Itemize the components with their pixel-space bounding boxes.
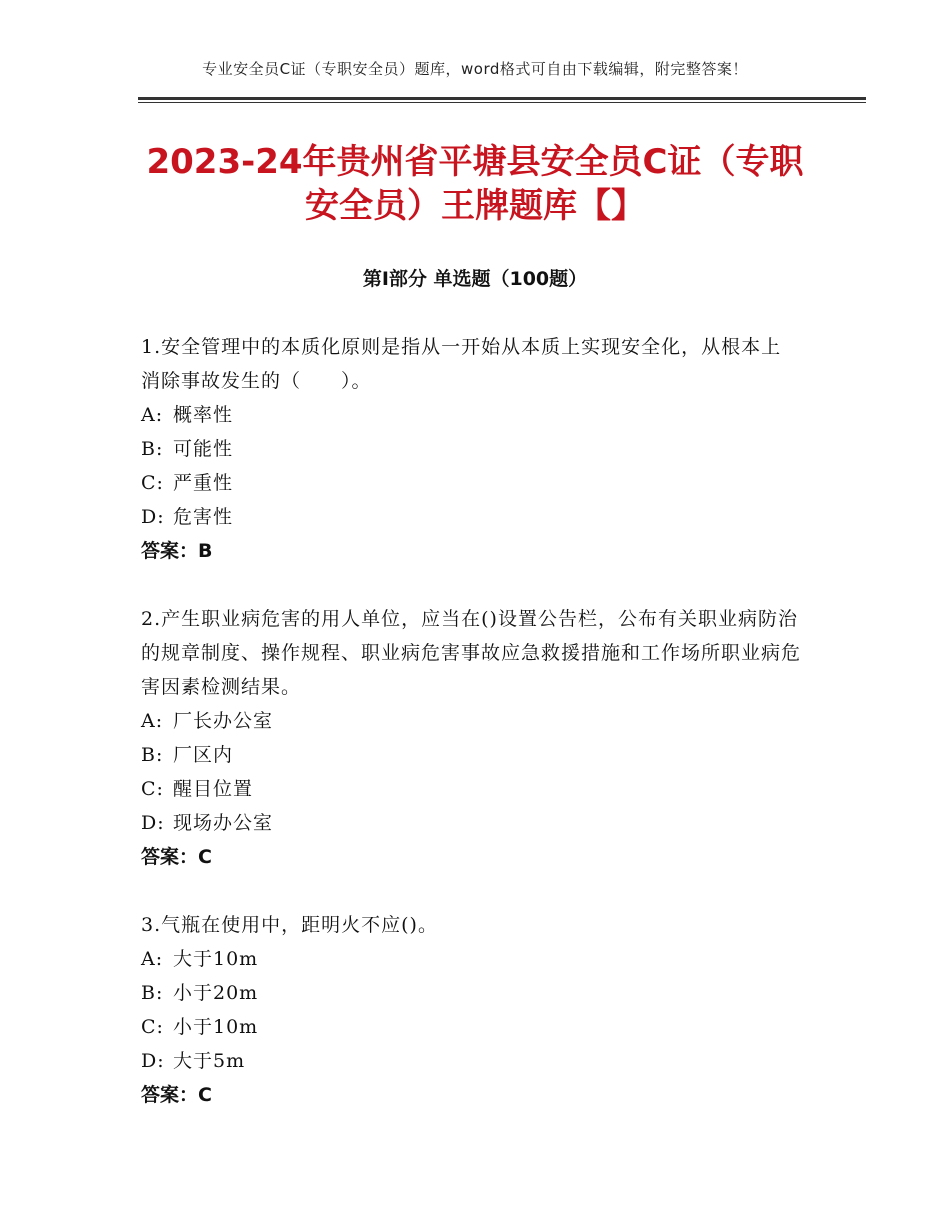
option-text: 大于10m bbox=[173, 948, 259, 970]
option-letter: B: bbox=[141, 438, 164, 460]
option-letter: B: bbox=[141, 744, 164, 766]
option-text: 概率性 bbox=[173, 404, 234, 426]
option-d bbox=[141, 806, 801, 840]
option-b bbox=[141, 738, 801, 772]
option-c bbox=[141, 466, 801, 500]
option-d bbox=[141, 1044, 801, 1078]
header-divider-thin bbox=[138, 102, 866, 103]
option-letter: D: bbox=[141, 812, 165, 834]
question-list bbox=[141, 330, 801, 1146]
question-stem: 3.气瓶在使用中，距明火不应()。 bbox=[141, 914, 438, 936]
option-c bbox=[141, 772, 801, 806]
section-heading: 第Ⅰ部分 单选题（100题） bbox=[362, 268, 588, 290]
option-letter: D: bbox=[141, 1050, 165, 1072]
option-text: 大于5m bbox=[173, 1050, 246, 1072]
option-text: 厂区内 bbox=[173, 744, 234, 766]
option-a bbox=[141, 398, 801, 432]
question-stem: 2.产生职业病危害的用人单位，应当在()设置公告栏，公布有关职业病防治的规章制度、操作规程、职业病危害事故应急救援措施和工作场所职业病危害因素检测结果。 bbox=[141, 608, 802, 698]
answer-line: 答案：B bbox=[141, 540, 213, 562]
answer-line: 答案：C bbox=[141, 1084, 212, 1106]
option-letter: A: bbox=[141, 948, 164, 970]
document-title: 2023-24年贵州省平塘县安全员C证（专职安全员）王牌题库【】 bbox=[146, 142, 804, 226]
question-item bbox=[141, 908, 801, 1112]
option-d bbox=[141, 500, 801, 534]
question-item bbox=[141, 330, 801, 568]
option-text: 可能性 bbox=[173, 438, 234, 460]
option-letter: A: bbox=[141, 404, 164, 426]
option-c bbox=[141, 1010, 801, 1044]
header-note: 专业安全员C证（专职安全员）题库，word格式可自由下载编辑，附完整答案！ bbox=[202, 60, 748, 78]
option-letter: C: bbox=[141, 472, 164, 494]
option-text: 危害性 bbox=[173, 506, 234, 528]
option-letter: C: bbox=[141, 778, 164, 800]
answer-line: 答案：C bbox=[141, 846, 212, 868]
option-letter: A: bbox=[141, 710, 164, 732]
option-text: 小于20m bbox=[173, 982, 259, 1004]
option-text: 醒目位置 bbox=[173, 778, 254, 800]
question-item bbox=[141, 602, 801, 874]
option-b bbox=[141, 976, 801, 1010]
option-a bbox=[141, 942, 801, 976]
option-text: 严重性 bbox=[173, 472, 234, 494]
question-stem: 1.安全管理中的本质化原则是指从一开始从本质上实现安全化，从根本上消除事故发生的（ ）。 bbox=[141, 336, 782, 392]
option-a bbox=[141, 704, 801, 738]
option-text: 现场办公室 bbox=[173, 812, 274, 834]
option-text: 小于10m bbox=[173, 1016, 259, 1038]
option-letter: C: bbox=[141, 1016, 164, 1038]
option-letter: D: bbox=[141, 506, 165, 528]
header-divider-thick bbox=[138, 97, 866, 100]
option-b bbox=[141, 432, 801, 466]
option-text: 厂长办公室 bbox=[173, 710, 274, 732]
option-letter: B: bbox=[141, 982, 164, 1004]
